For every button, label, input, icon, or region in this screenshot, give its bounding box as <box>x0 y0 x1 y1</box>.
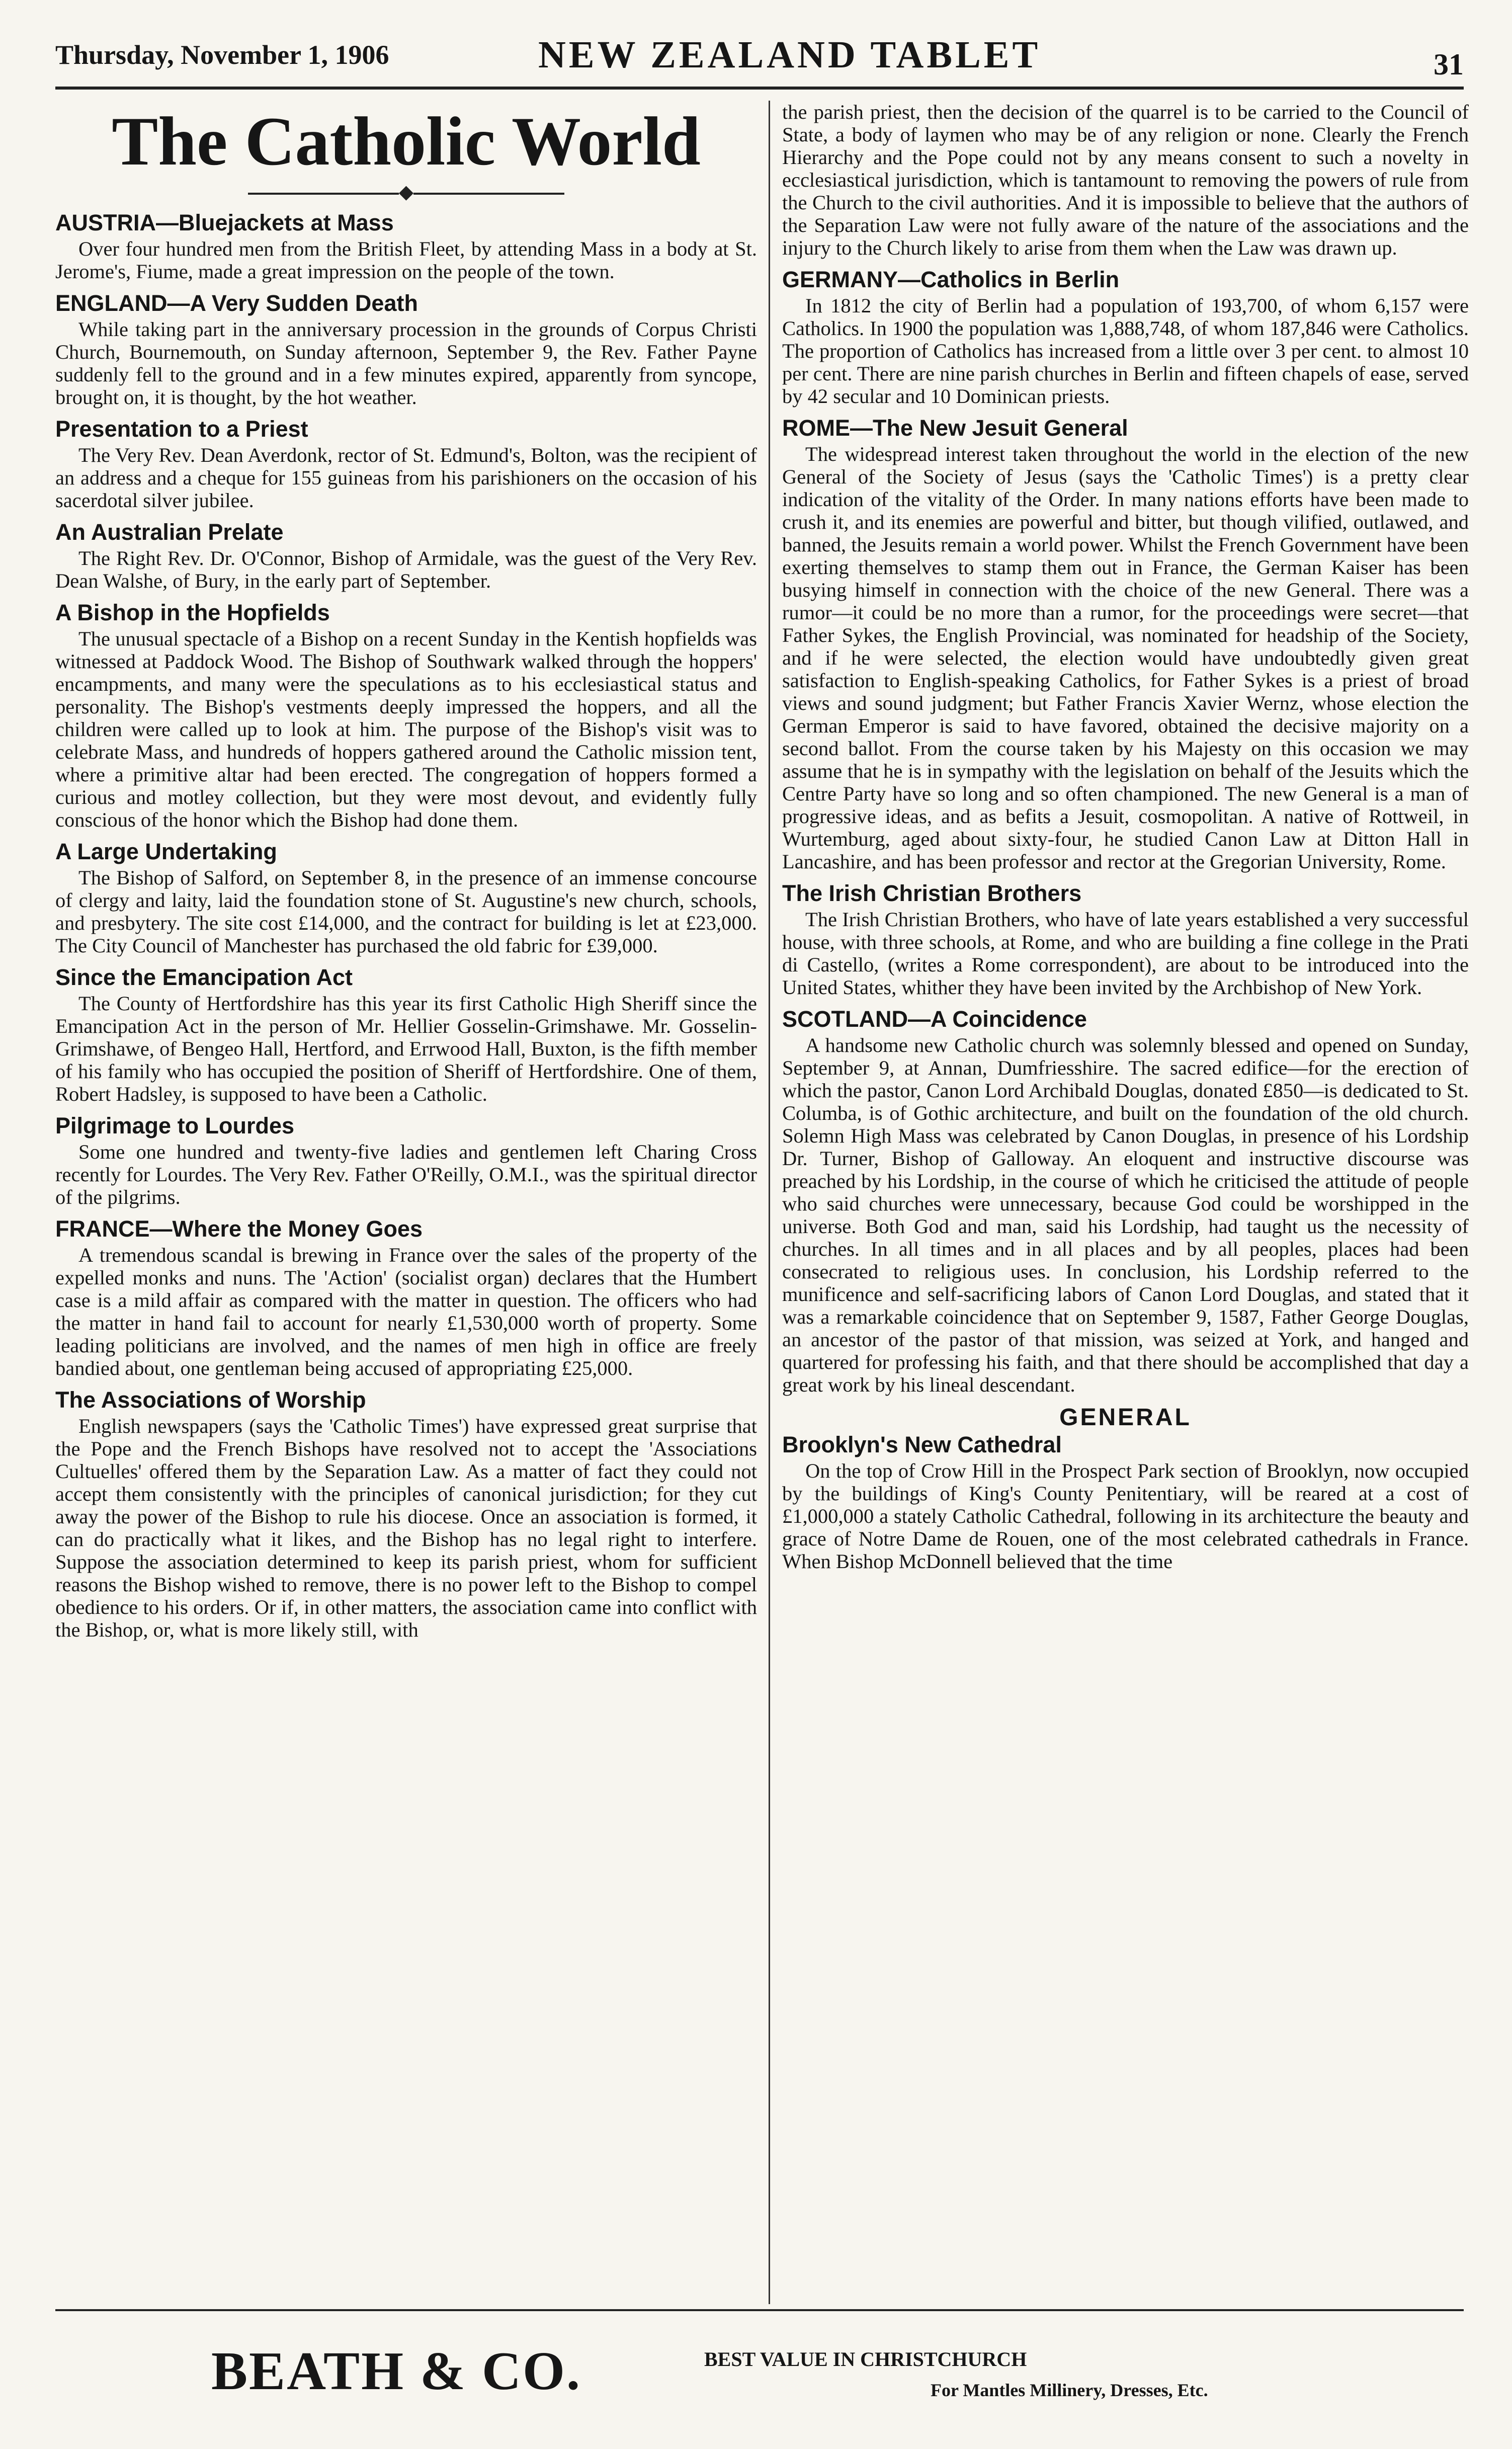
issue-date: Thursday, November 1, 1906 <box>55 40 389 70</box>
article-heading-england: ENGLAND—A Very Sudden Death <box>55 290 418 316</box>
column-divider <box>769 101 770 2304</box>
article-body-hopfields: The unusual spectacle of a Bishop on a recent Sunday in the Kentish hopfields was witnessed at Paddock Wood. The Bishop of Southwark walked through the hoppers' encampments, and many were the speculations as to his ecclesiastical status and personality. The Bishop's vestments deeply impressed the hoppers, and all the children were called up to look at him. The purpose of the Bishop's visit was to celebrate Mass, and hundreds of hoppers gathered around the Catholic mission tent, where a primitive altar had been erected. The congregation of hoppers formed a curious and motley collection, but they were most devout, and evidently fully conscious of the honor which the Bishop had done them. <box>55 627 757 831</box>
article-body-england: While taking part in the anniversary procession in the grounds of Corpus Christi Church, Bournemouth, on Sunday afternoon, September 9, the Rev. Father Payne suddenly fell to the ground and in a few minutes expired, apparently from syncope, brought on, it is thought, by the hot weather. <box>55 318 757 409</box>
right-column <box>782 101 1469 2304</box>
section-title: The Catholic World <box>112 103 701 180</box>
advertiser-slogan: BEST VALUE IN CHRISTCHURCH <box>704 2348 1027 2371</box>
ornament-divider: ◆ <box>55 182 757 202</box>
article-body-undertaking: The Bishop of Salford, on September 8, in the presence of an immense concourse of clergy and laity, laid the foundation stone of St. Augustine's new church, schools, and presbytery. The site cost £14,000, and the contract for building is let at £23,000. The City Council of Manchester has purchased the old fabric for £39,000. <box>55 866 757 957</box>
article-heading-undertaking: A Large Undertaking <box>55 839 277 864</box>
masthead-rule <box>55 87 1464 90</box>
article-body-rome: The widespread interest taken throughout the world in the election of the new General of the Society of Jesus (says the 'Catholic Times') is a pretty clear indication of the vitality of the Order. In many nations efforts have been made to crush it, and its enemies are powerful and bitter, but though vilified, outlawed, and banned, the Jesuits remain a world power. Whilst the French Government have been exerting themselves to stamp them out in France, the German Kaiser has been busying himself in connection with the choice of the new General. There was a rumor—it could be no more than a rumor, for the proceedings were secret—that Father Sykes, the English Provincial, was nominated for headship of the Society, and if he were selected, the election would have undoubtedly given great satisfaction to English-speaking Catholics, for Father Sykes is a priest of broad views and sound judgment; but Father Francis Xavier Wernz, whose election the German Emperor is said to have favored, obtained the decisive majority on a second ballot. From the course taken by his Majesty on this occasion we may assume that he is in sympathy with the legislation on behalf of the Jesuits which the Centre Party have so long and so often championed. The new General is a man of progressive ideas, and as befits a Jesuit, cosmopolitan. A native of Rottweil, in Wurtemburg, aged about sixty-four, he studied Canon Law at Ditton Hall in Lancashire, and has been professor and rector at the Gregorian University, Rome. <box>782 443 1469 873</box>
ornament-line-left <box>248 193 399 195</box>
article-heading-presentation: Presentation to a Priest <box>55 416 308 442</box>
advertisement-footer <box>55 2309 1464 2410</box>
article-continuation: the parish priest, then the decision of the quarrel is to be carried to the Council of State, a body of laymen who may be of any religion or none. Clearly the French Hierarchy and the Pope could not by any means consent to such a novelty in ecclesiastical jurisdiction, which is tantamount to removing the powers of rule from the Church to the civil authorities. And it is impossible to believe that the authors of the Separation Law were not fully aware of the nature of the associations and the injury to the Church likely to arise from them when the Law was drawn up. <box>782 101 1469 259</box>
article-body-austria: Over four hundred men from the British Fleet, by attending Mass in a body at St. Jerome's, Fiume, made a great impression on the people of the town. <box>55 237 757 283</box>
article-heading-brooklyn: Brooklyn's New Cathedral <box>782 1432 1062 1457</box>
article-heading-associations: The Associations of Worship <box>55 1387 366 1413</box>
article-body-brooklyn: On the top of Crow Hill in the Prospect Park section of Brooklyn, now occupied by the buildings of King's County Penitentiary, will be reared at a cost of £1,000,000 a stately Catholic Cathedral, following in its architecture the beauty and grace of Notre Dame de Rouen, one of the most celebrated cathedrals in France. When Bishop McDonnell believed that the time <box>782 1459 1469 1573</box>
paper-title: NEW ZEALAND TABLET <box>538 34 1041 76</box>
article-heading-austria: AUSTRIA—Bluejackets at Mass <box>55 210 394 235</box>
article-body-germany: In 1812 the city of Berlin had a population of 193,700, of whom 6,157 were Catholics. In 1900 the population was 1,888,748, of whom 187,846 were Catholics. The proportion of Catholics has increased from a little over 3 per cent. to almost 10 per cent. There are nine parish churches in Berlin and fifteen chapels of ease, served by 42 secular and 10 Dominican priests. <box>782 294 1469 407</box>
article-body-presentation: The Very Rev. Dean Averdonk, rector of St. Edmund's, Bolton, was the recipient of an address and a cheque for 155 guineas from his parishioners on the occasion of his sacerdotal silver jubilee. <box>55 444 757 512</box>
article-heading-germany: GERMANY—Catholics in Berlin <box>782 267 1120 292</box>
page-number: 31 <box>1434 48 1464 81</box>
article-heading-scotland: SCOTLAND—A Coincidence <box>782 1006 1087 1032</box>
article-heading-prelate: An Australian Prelate <box>55 519 284 545</box>
masthead <box>55 30 1464 80</box>
article-body-prelate: The Right Rev. Dr. O'Connor, Bishop of Armidale, was the guest of the Very Rev. Dean Walshe, of Bury, in the early part of September. <box>55 547 757 592</box>
advertiser-goods: For Mantles Millinery, Dresses, Etc. <box>931 2380 1208 2400</box>
article-heading-lourdes: Pilgrimage to Lourdes <box>55 1113 295 1138</box>
left-column <box>55 101 757 2304</box>
article-heading-brothers: The Irish Christian Brothers <box>782 880 1082 906</box>
article-heading-hopfields: A Bishop in the Hopfields <box>55 600 330 625</box>
ornament-line-right <box>413 193 564 195</box>
article-body-emancipation: The County of Hertfordshire has this year its first Catholic High Sheriff since the Emancipation Act in the person of Mr. Hellier Gosselin-Grimshawe. Mr. Gosselin-Grimshawe, of Bengeo Hall, Hertford, and Errwood Hall, Buxton, is the fifth member of his family who has occupied the position of Sheriff of Hertfordshire. One of them, Robert Hadsley, is supposed to have been a Catholic. <box>55 992 757 1105</box>
general-section-label: GENERAL <box>1059 1404 1192 1431</box>
advertiser-name: BEATH & CO. <box>211 2341 582 2401</box>
article-heading-emancipation: Since the Emancipation Act <box>55 964 353 990</box>
article-body-lourdes: Some one hundred and twenty-five ladies and gentlemen left Charing Cross recently for Lourdes. The Very Rev. Father O'Reilly, O.M.I., was the spiritual director of the pilgrims. <box>55 1140 757 1208</box>
article-heading-france: FRANCE—Where the Money Goes <box>55 1216 423 1242</box>
article-body-scotland: A handsome new Catholic church was solemnly blessed and opened on Sunday, September 9, at Annan, Dumfriesshire. The sacred edifice—for the erection of which the pastor, Canon Lord Archibald Douglas, donated £850—is dedicated to St. Columba, is of Gothic architecture, and built on the foundation of the old church. Solemn High Mass was celebrated by Canon Douglas, in presence of his Lordship Dr. Turner, Bishop of Galloway. An eloquent and instructive discourse was preached by his Lordship, in the course of which he criticised the attitude of people who said churches were unnecessary, because God could be worshipped in the universe. Both God and man, said his Lordship, had taught us the necessity of churches. In all times and in all places and by all peoples, places had been consecrated to religious uses. In conclusion, his Lordship referred to the munificence and self-sacrificing labors of Canon Lord Douglas, and stated that it was a remarkable coincidence that on September 9, 1587, Father George Douglas, an ancestor of the pastor of that mission, was seized at York, and hanged and quartered for professing his faith, and that there should be accomplished that day a great work by his lineal descendant. <box>782 1034 1469 1396</box>
article-body-brothers: The Irish Christian Brothers, who have of late years established a very successful house, with three schools, at Rome, and who are building a fine college in the Prati di Castello, (writes a Rome correspondent), are about to be introduced into the United States, whither they have been invited by the Archbishop of New York. <box>782 908 1469 999</box>
article-body-france: A tremendous scandal is brewing in France over the sales of the property of the expelled monks and nuns. The 'Action' (socialist organ) declares that the Humbert case is a mild affair as compared with the matter in question. The officers who had the matter in hand fail to account for nearly £1,530,000 worth of property. Some leading politicians are involved, and the names of men high in office are freely bandied about, one gentleman being accused of appropriating £25,000. <box>55 1244 757 1379</box>
article-heading-rome: ROME—The New Jesuit General <box>782 415 1128 441</box>
article-body-associations: English newspapers (says the 'Catholic Times') have expressed great surprise that the Pope and the French Bishops have resolved not to accept the 'Associations Cultuelles' offered them by the Separation Law. As a matter of fact they could not accept them consistently with the principles of canonical jurisdiction; for they cut away the power of the Bishop to rule his diocese. Once an association is formed, it can do practically what it likes, and the Bishop has no legal right to interfere. Suppose the association determined to keep its parish priest, whom for sufficient reasons the Bishop wished to remove, there is no power left to the Bishop to compel obedience to his orders. Or if, in other matters, the association came into conflict with the Bishop, or, what is more likely still, with <box>55 1415 757 1641</box>
